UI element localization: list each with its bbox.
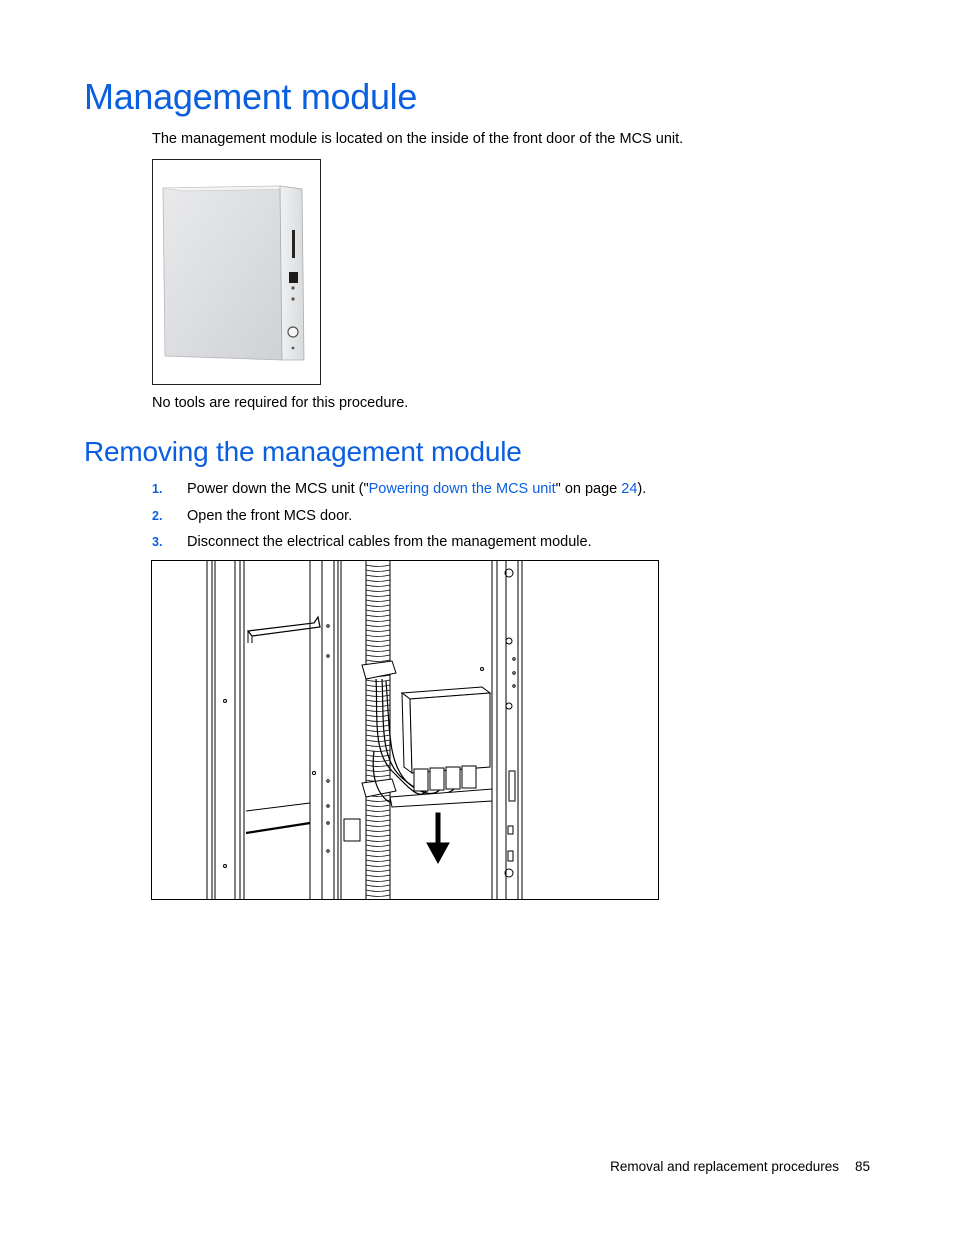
cable-disconnect-illustration <box>151 560 659 900</box>
step-text: Disconnect the electrical cables from the management module. <box>187 534 592 550</box>
step-text: Open the front MCS door. <box>187 507 353 524</box>
step-number: 2. <box>152 508 163 523</box>
tools-note: No tools are required for this procedure. <box>152 395 409 411</box>
management-module-photo <box>152 159 321 385</box>
page-footer <box>610 1159 870 1174</box>
step-text: Power down the MCS unit ("Powering down the MCS unit" on page 24). <box>187 481 647 497</box>
footer-section-name: Removal and replacement procedures <box>610 1159 839 1174</box>
page-title: Management module <box>84 76 418 117</box>
step-number: 1. <box>152 482 163 496</box>
intro-paragraph: The management module is located on the inside of the front door of the MCS unit. <box>152 131 684 147</box>
page-number: 85 <box>854 1159 870 1174</box>
step-number: 3. <box>152 535 163 549</box>
powering-down-link[interactable]: Powering down the MCS unit <box>368 481 556 497</box>
section-heading: Removing the management module <box>84 436 522 467</box>
page-reference-link[interactable]: 24 <box>621 481 638 497</box>
